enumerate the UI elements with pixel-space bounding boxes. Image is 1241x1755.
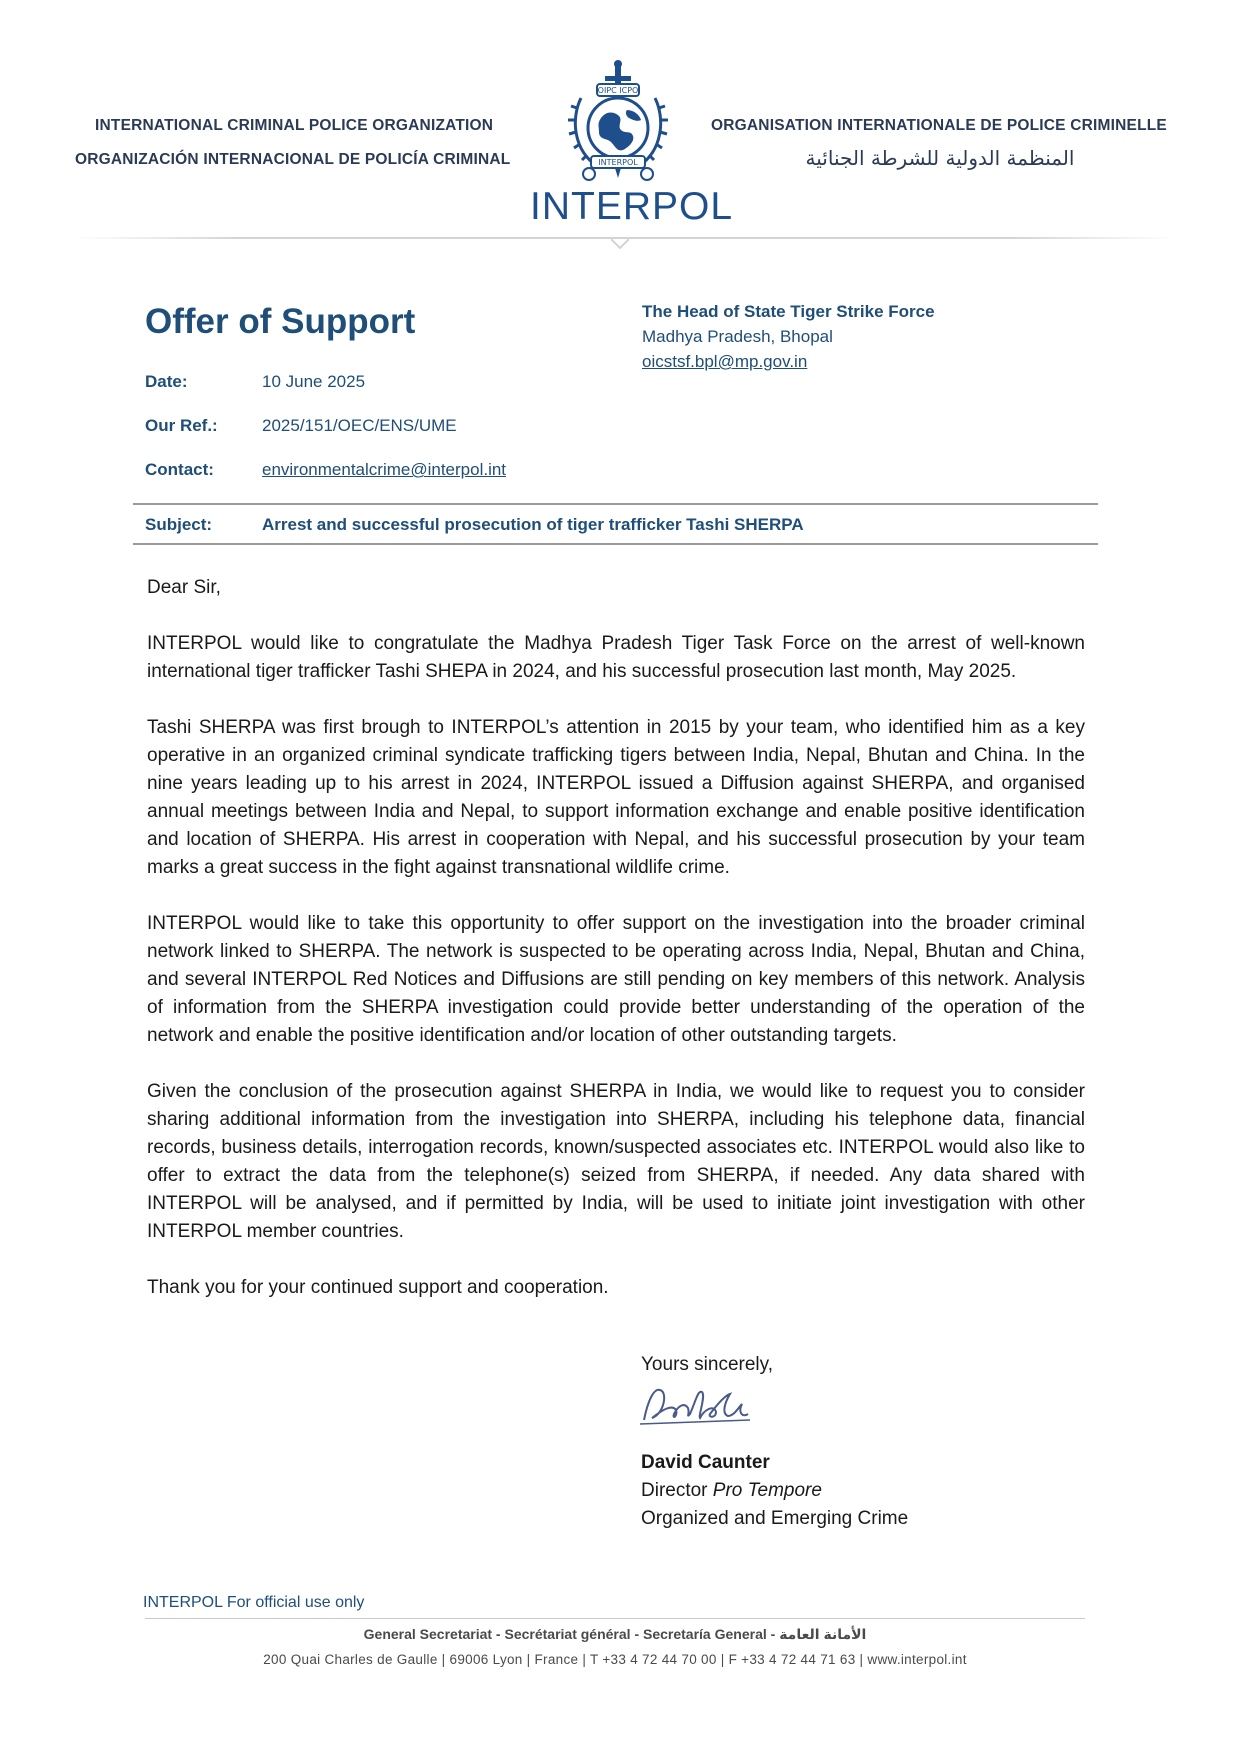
paragraph-background: Tashi SHERPA was first brough to INTERPOL’s attention in 2015 by your team, who identified him as a key operative in an organized criminal syndicate trafficking tigers between India, Nepal, Bhutan and China. In the nine years leading up to his arrest in 2024, INTERPOL issued a Diffusion against SHERPA, and organised annual meetings between India and Nepal, to support information exchange and enable positive identification and location of SHERPA. His arrest in cooperation with Nepal, and his successful prosecution by your team marks a great success in the fight against transnational wildlife crime. bbox=[147, 717, 1085, 878]
recipient-name: The Head of State Tiger Strike Force bbox=[642, 302, 935, 321]
date-value: 10 June 2025 bbox=[262, 372, 366, 391]
svg-text:INTERPOL: INTERPOL bbox=[598, 158, 638, 167]
reference-value: 2025/151/OEC/ENS/UME bbox=[262, 416, 457, 435]
interpol-brand-wordmark: INTERPOL bbox=[530, 185, 734, 228]
signatory-block bbox=[641, 1449, 908, 1533]
contact-email-link[interactable]: environmentalcrime@interpol.int bbox=[262, 460, 507, 479]
valediction: Yours sincerely, bbox=[641, 1354, 774, 1375]
subject-label: Subject: bbox=[145, 515, 213, 534]
footer-divider bbox=[145, 1618, 1085, 1619]
page-title: Offer of Support bbox=[145, 302, 416, 341]
paragraph-thanks: Thank you for your continued support and cooperation. bbox=[147, 1277, 609, 1298]
paragraph-congratulations: INTERPOL would like to congratulate the Madhya Pradesh Tiger Task Force on the arrest of well-known international tiger trafficker Tashi SHEPA in 2024, and his successful prosecution last month, May 2025. bbox=[147, 633, 1085, 682]
org-name-spanish: ORGANIZACIÓN INTERNACIONAL DE POLICÍA CRIMINAL bbox=[75, 151, 511, 168]
letter-body bbox=[147, 574, 1085, 1302]
paragraph-offer: INTERPOL would like to take this opportunity to offer support on the investigation into the broader criminal network linked to SHERPA. The network is suspected to be operating across India, Nepal, Bhutan and China, and several INTERPOL Red Notices and Diffusions are still pending on key members of this network. Analysis of information from the SHERPA investigation could provide better understanding of the operation of the network and enable the positive identification and/or location of other outstanding targets. bbox=[147, 913, 1085, 1046]
subject-bottom-rule bbox=[133, 543, 1098, 545]
svg-text:OIPC ICPO: OIPC ICPO bbox=[597, 86, 639, 95]
subject-top-rule bbox=[133, 503, 1098, 505]
signatory-department: Organized and Emerging Crime bbox=[641, 1508, 909, 1529]
classification-note: INTERPOL For official use only bbox=[143, 1594, 365, 1611]
salutation: Dear Sir, bbox=[147, 577, 221, 598]
contact-label: Contact: bbox=[145, 460, 214, 479]
date-label: Date: bbox=[145, 372, 188, 391]
signatory-title-prefix: Director bbox=[641, 1480, 713, 1501]
header-divider-notch-icon bbox=[611, 236, 629, 246]
org-name-english: INTERNATIONAL CRIMINAL POLICE ORGANIZATION bbox=[95, 117, 494, 134]
paragraph-request: Given the conclusion of the prosecution against SHERPA in India, we would like to request you to consider sharing additional information from the investigation into SHERPA, including his telephone data, financial records, business details, interrogation records, known/suspected associates etc. INTERPOL would also like to offer to extract the data from the telephone(s) seized from SHERPA, if needed. Any data shared with INTERPOL will be analysed, and if permitted by India, will be used to initiate joint investigation with other INTERPOL member countries. bbox=[147, 1081, 1085, 1242]
subject-value: Arrest and successful prosecution of tiger trafficker Tashi SHERPA bbox=[262, 515, 804, 534]
footer-address: 200 Quai Charles de Gaulle | 69006 Lyon | France | T +33 4 72 44 70 00 | F +33 4 72 44 71 63 | www.interpol.int bbox=[263, 1652, 967, 1667]
signatory-name: David Caunter bbox=[641, 1452, 770, 1473]
recipient-location: Madhya Pradesh, Bhopal bbox=[642, 327, 833, 346]
interpol-emblem-icon bbox=[567, 58, 669, 190]
org-name-french: ORGANISATION INTERNATIONALE DE POLICE CRIMINELLE bbox=[711, 117, 1167, 134]
recipient-block bbox=[642, 299, 935, 374]
signatory-title-italic: Pro Tempore bbox=[712, 1480, 822, 1501]
reference-label: Our Ref.: bbox=[145, 416, 218, 435]
signatory-title bbox=[641, 1477, 908, 1505]
org-name-arabic: المنظمة الدولية للشرطة الجنائية bbox=[805, 146, 1075, 170]
recipient-email-link[interactable]: oicstsf.bpl@mp.gov.in bbox=[642, 352, 808, 371]
footer-secretariat: General Secretariat - Secrétariat général - Secretaría General - الأمانة العامة bbox=[363, 1626, 867, 1642]
handwritten-signature bbox=[638, 1380, 758, 1428]
